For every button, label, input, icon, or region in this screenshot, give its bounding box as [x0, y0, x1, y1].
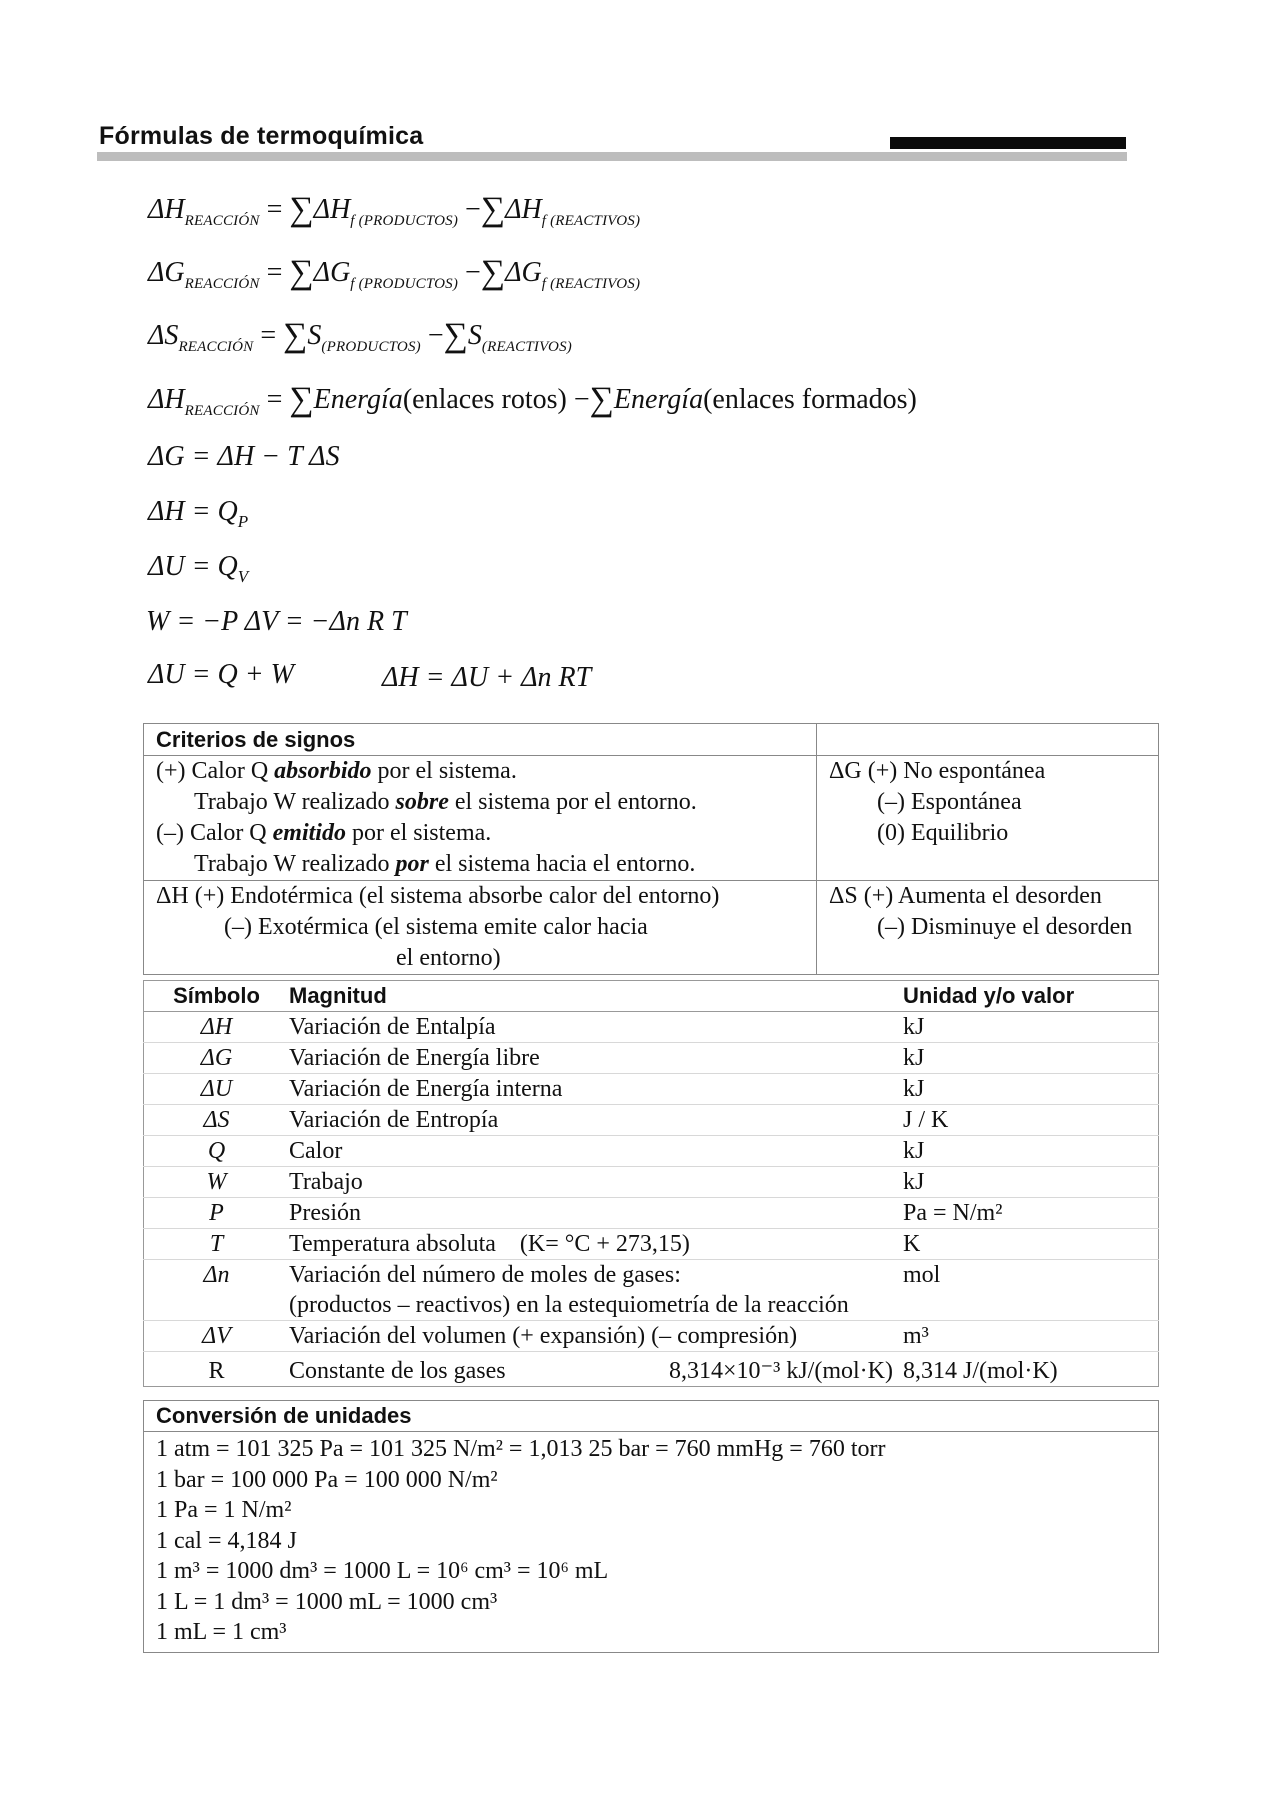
symbol-cell: ΔS [144, 1105, 290, 1136]
table-row [144, 1136, 1159, 1167]
magnitude-cell: Calor [289, 1136, 903, 1167]
formula-subscript: f (PRODUCTOS) [350, 213, 459, 229]
magnitude-line: (productos – reactivos) en la estequiometría de la reacción [289, 1292, 849, 1318]
formula-text: (enlaces rotos) [402, 384, 567, 415]
list-item: (–) Exotérmica (el sistema emite calor hacia [224, 914, 648, 940]
formula-text: ΔU = Q + W [148, 659, 294, 690]
formula-subscript: f (REACTIVOS) [541, 276, 641, 292]
table-row [144, 1074, 1159, 1105]
formula-term: ΔH [505, 194, 542, 225]
list-item: ΔG (+) No espontánea [829, 758, 1046, 784]
table-header-row [144, 1401, 1159, 1432]
unit-cell: kJ [903, 1074, 1159, 1105]
formula-gibbs: $\Delta G_{REACCIÓN} = \sum\Delta G_{f (PRODUCTOS)} -\sum\Delta G_{f (REACTIVOS)}$ [148, 254, 641, 292]
unit-cell: kJ [903, 1136, 1159, 1167]
symbols-table [143, 980, 1159, 1387]
formula-dh-du [382, 664, 591, 692]
list-item: 1 atm = 101 325 Pa = 101 325 N/m² = 1,013 25 bar = 760 mmHg = 760 torr [156, 1436, 886, 1462]
sum-icon: ∑ [289, 254, 314, 291]
magnitude-cell: Presión [289, 1198, 903, 1229]
formula-text: ΔG = ΔH − T ΔS [148, 441, 340, 472]
formula-term: ΔG [313, 257, 351, 288]
formula-gibbs-relation [148, 443, 340, 471]
list-item: 1 Pa = 1 N/m² [156, 1497, 292, 1523]
formula-term: Energía [313, 384, 403, 415]
gas-constant-kj: 8,314×10⁻³ kJ/(mol·K) [668, 1358, 893, 1384]
table-row [144, 1167, 1159, 1198]
list-item: 1 bar = 100 000 Pa = 100 000 N/m² [156, 1466, 498, 1493]
column-header-symbol: Símbolo [144, 981, 290, 1012]
magnitude-cell: Variación de Energía libre [289, 1043, 903, 1074]
list-item: 1 L = 1 dm³ = 1000 mL = 1000 cm³ [156, 1588, 498, 1615]
formula-enthalpy: $\Delta H_{REACCIÓN} = \sum\Delta H_{f (PRODUCTOS)} -\sum\Delta H_{f (REACTIVOS)}$ [148, 191, 641, 229]
magnitude-cell: Variación de Energía interna [289, 1074, 903, 1105]
formula-work [146, 608, 407, 636]
magnitude-cell: Trabajo [289, 1167, 903, 1198]
formula-subscript: P [237, 512, 249, 531]
formula-first-law [148, 661, 294, 689]
formula-subscript: V [237, 567, 249, 586]
formula-lhs: ΔS [148, 320, 179, 351]
symbol-cell: ΔU [144, 1074, 290, 1105]
symbol-cell: W [144, 1167, 290, 1198]
formula-text: (enlaces formados) [703, 384, 917, 415]
formula-term: Energía [613, 384, 704, 415]
formula-text: ΔU = Q [148, 551, 238, 582]
list-item: Trabajo W realizado sobre el sistema por el entorno. [194, 789, 697, 815]
header-empty-cell [817, 724, 1159, 756]
sum-icon: ∑ [289, 381, 314, 418]
header-black-bar [890, 137, 1126, 149]
table-header-row [144, 981, 1159, 1012]
formula-text: ΔH = ΔU + Δn RT [382, 662, 592, 693]
magnitude-cell [289, 1260, 903, 1321]
formula-du-qv [148, 553, 248, 585]
list-item: 1 mL = 1 cm³ [156, 1619, 287, 1645]
magnitude-cell: Temperatura absoluta (K= °C + 273,15) [289, 1229, 903, 1260]
header-rule [97, 152, 1127, 161]
formula-text: W = −P ΔV = −Δn R T [146, 606, 407, 637]
formula-subscript: REACCIÓN [184, 403, 260, 419]
table-row [144, 1043, 1159, 1074]
list-item: (+) Calor Q absorbido por el sistema. [156, 758, 517, 784]
sum-icon: ∑ [443, 317, 468, 354]
sign-criteria-header: Criterios de signos [144, 724, 817, 756]
list-item: (–) Disminuye el desorden [877, 914, 1133, 940]
table-header-row [144, 724, 1159, 756]
symbol-cell: ΔH [144, 1012, 290, 1043]
symbol-cell: Q [144, 1136, 290, 1167]
table-row [144, 1321, 1159, 1352]
unit-cell: m³ [903, 1321, 1159, 1352]
formula-subscript: REACCIÓN [178, 339, 254, 355]
magnitude-cell: Variación de Entropía [289, 1105, 903, 1136]
unit-cell: K [903, 1229, 1159, 1260]
symbol-cell: P [144, 1198, 290, 1229]
enthalpy-criteria [144, 881, 817, 975]
formula-subscript: (PRODUCTOS) [321, 339, 421, 355]
magnitude-text: Constante de los gases [289, 1358, 506, 1384]
sum-icon: ∑ [289, 191, 314, 228]
table-row [144, 1105, 1159, 1136]
formula-subscript: f (PRODUCTOS) [350, 276, 459, 292]
unit-conversion-header: Conversión de unidades [144, 1401, 1159, 1432]
formula-entropy: $\Delta S_{REACCIÓN} = \sum S_{(PRODUCTOS)} -\sum S_{(REACTIVOS)}$ [148, 317, 572, 355]
list-item: ΔS (+) Aumenta el desorden [829, 883, 1102, 909]
symbol-cell: R [208, 1358, 225, 1384]
list-item: el entorno) [396, 945, 501, 971]
unit-cell: Pa = N/m² [903, 1198, 1159, 1229]
unit-cell: kJ [903, 1167, 1159, 1198]
unit-conversion-table [143, 1400, 1159, 1653]
column-header-magnitude: Magnitud [289, 981, 903, 1012]
sum-icon: ∑ [480, 254, 506, 291]
sum-icon: ∑ [480, 191, 506, 228]
sign-criteria-table [143, 723, 1159, 975]
formula-subscript: REACCIÓN [184, 276, 260, 292]
unit-cell: mol [903, 1260, 1159, 1321]
list-item: Trabajo W realizado por el sistema hacia el entorno. [194, 851, 696, 877]
unit-cell: kJ [903, 1043, 1159, 1074]
formula-term: ΔG [505, 257, 542, 288]
symbol-cell: ΔG [144, 1043, 290, 1074]
table-row [144, 1229, 1159, 1260]
formula-subscript: f (REACTIVOS) [541, 213, 641, 229]
heat-work-criteria [144, 756, 817, 881]
table-row [144, 1432, 1159, 1653]
sum-icon: ∑ [283, 317, 308, 354]
conversion-list [144, 1432, 1159, 1653]
table-row [144, 756, 1159, 881]
unit-cell: 8,314 J/(mol·K) [903, 1358, 1058, 1384]
formula-lhs: ΔH [148, 384, 185, 415]
magnitude-cell [289, 1352, 903, 1387]
table-row [144, 1012, 1159, 1043]
formula-term: ΔH [313, 194, 351, 225]
formula-subscript: (REACTIVOS) [481, 339, 572, 355]
symbol-cell: Δn [144, 1260, 290, 1321]
magnitude-cell: Variación de Entalpía [289, 1012, 903, 1043]
list-item: ΔH (+) Endotérmica (el sistema absorbe calor del entorno) [156, 883, 720, 909]
formula-subscript: REACCIÓN [184, 213, 260, 229]
formula-term: S [467, 320, 482, 351]
table-row [144, 1352, 1159, 1387]
list-item: 1 cal = 4,184 J [156, 1527, 297, 1554]
unit-cell: J / K [903, 1105, 1159, 1136]
list-item: (0) Equilibrio [877, 820, 1009, 846]
formula-bond-energy: $\Delta H_{REACCIÓN}$ = ∑Energía(enlaces rotos) −∑Energía(enlaces formados) [148, 381, 917, 419]
list-item: 1 m³ = 1000 dm³ = 1000 L = 10⁶ cm³ = 10⁶ mL [156, 1558, 609, 1584]
symbol-cell: T [144, 1229, 290, 1260]
formula-term: S [307, 320, 322, 351]
symbol-cell: ΔV [144, 1321, 290, 1352]
page-title: Fórmulas de termoquímica [99, 122, 424, 150]
entropy-criteria [817, 881, 1159, 975]
formula-dh-qp [148, 498, 248, 530]
list-item: (–) Espontánea [877, 789, 1022, 815]
unit-cell: kJ [903, 1012, 1159, 1043]
page-header [97, 120, 1127, 160]
formula-text: ΔH = Q [148, 496, 238, 527]
gibbs-criteria [817, 756, 1159, 881]
table-row [144, 1260, 1159, 1321]
table-row [144, 1198, 1159, 1229]
list-item: (–) Calor Q emitido por el sistema. [156, 820, 492, 846]
column-header-unit: Unidad y/o valor [903, 981, 1159, 1012]
formula-lhs: ΔH [148, 194, 185, 225]
magnitude-cell: Variación del volumen (+ expansión) (– compresión) [289, 1321, 903, 1352]
sum-icon: ∑ [589, 381, 614, 418]
formula-lhs: ΔG [148, 257, 185, 288]
magnitude-line: Variación del número de moles de gases: [289, 1262, 681, 1288]
table-row [144, 881, 1159, 975]
